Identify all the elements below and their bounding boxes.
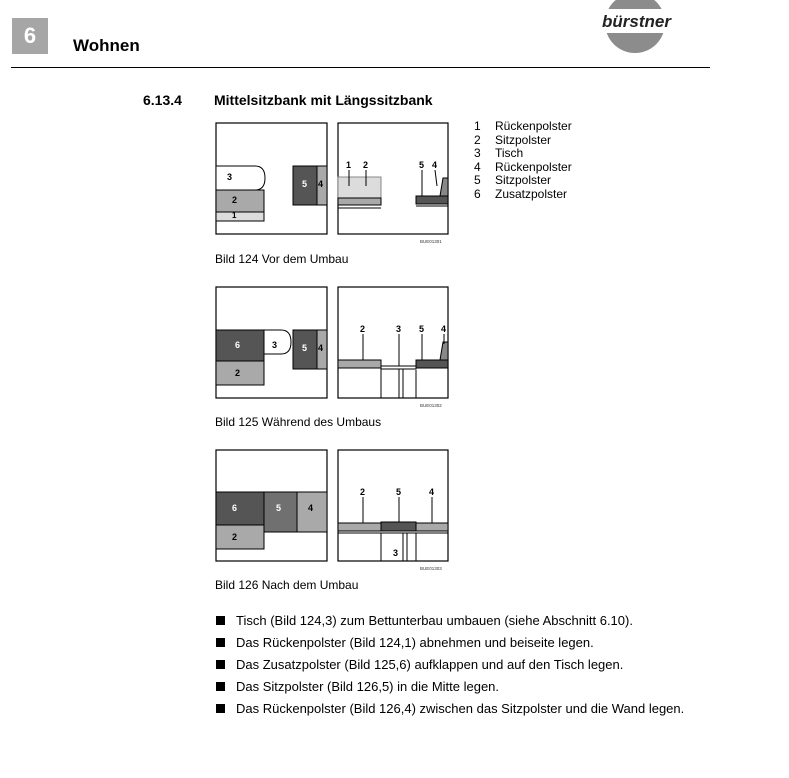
fig125-label-5: 5 bbox=[302, 343, 308, 353]
fig124-side-label-2: 2 bbox=[363, 160, 369, 170]
figure-126 bbox=[215, 449, 451, 577]
fig125-side-label-5: 5 bbox=[419, 324, 425, 334]
header-divider bbox=[11, 67, 710, 68]
fig124-label-5: 5 bbox=[302, 179, 308, 189]
section-number: 6.13.4 bbox=[143, 92, 182, 108]
legend-item bbox=[474, 161, 572, 175]
bullet-icon bbox=[216, 704, 225, 713]
fig126-label-6: 6 bbox=[232, 503, 238, 513]
fig124-side-label-4: 4 bbox=[432, 160, 438, 170]
legend-item bbox=[474, 188, 572, 202]
legend-label: Rückenpolster bbox=[495, 159, 572, 174]
figure-125-code: BUE01302 bbox=[420, 403, 442, 408]
fig126-label-2: 2 bbox=[232, 532, 238, 542]
list-item bbox=[216, 612, 706, 630]
legend-item bbox=[474, 174, 572, 188]
legend-number: 1 bbox=[474, 119, 481, 133]
fig126-side-label-4: 4 bbox=[429, 487, 435, 497]
fig125-side-label-2: 2 bbox=[360, 324, 366, 334]
fig124-label-3: 3 bbox=[227, 172, 233, 182]
figure-126-code: BUE01303 bbox=[420, 566, 442, 571]
bullet-icon bbox=[216, 682, 225, 691]
list-item bbox=[216, 700, 706, 718]
fig126-side-label-5: 5 bbox=[396, 487, 402, 497]
fig124-side-label-1: 1 bbox=[346, 160, 352, 170]
legend-label: Sitzpolster bbox=[495, 173, 552, 187]
legend-number: 3 bbox=[474, 146, 481, 160]
legend-number: 4 bbox=[474, 159, 481, 174]
chapter-number-badge: 6 bbox=[12, 18, 48, 54]
chapter-title: Wohnen bbox=[73, 36, 140, 55]
figure-legend bbox=[474, 120, 572, 201]
fig125-side-label-3: 3 bbox=[396, 324, 402, 334]
list-item bbox=[216, 678, 706, 696]
fig126-label-5: 5 bbox=[276, 503, 282, 513]
bullet-icon bbox=[216, 660, 225, 669]
legend-label: Sitzpolster bbox=[495, 132, 552, 147]
figure-126-caption: Bild 126 Nach dem Umbau bbox=[215, 578, 359, 592]
fig125-label-2: 2 bbox=[235, 368, 241, 378]
list-item bbox=[216, 656, 706, 674]
fig126-label-4: 4 bbox=[308, 503, 314, 513]
fig126-side-label-2: 2 bbox=[360, 487, 366, 497]
fig124-label-4: 4 bbox=[318, 179, 324, 189]
fig124-label-1: 1 bbox=[232, 211, 237, 220]
list-item bbox=[216, 634, 706, 652]
brand-logo bbox=[598, 0, 710, 54]
fig124-label-2: 2 bbox=[232, 195, 238, 205]
instruction-text: Das Rückenpolster (Bild 126,4) zwischen das Sitzpolster und die Wand legen. bbox=[236, 701, 685, 716]
legend-number: 5 bbox=[474, 173, 481, 187]
fig125-side-label-4: 4 bbox=[441, 324, 447, 334]
instruction-text: Das Zusatzpolster (Bild 125,6) aufklappen und auf den Tisch legen. bbox=[236, 657, 624, 672]
fig125-label-4: 4 bbox=[318, 343, 324, 353]
legend-item bbox=[474, 147, 572, 161]
bullet-icon bbox=[216, 616, 225, 625]
fig126-side-label-3: 3 bbox=[393, 548, 399, 558]
legend-label: Tisch bbox=[495, 146, 524, 160]
legend-number: 2 bbox=[474, 132, 481, 147]
section-title: Mittelsitzbank mit Längssitzbank bbox=[214, 92, 433, 108]
legend-item bbox=[474, 134, 572, 148]
legend-label: Rückenpolster bbox=[495, 119, 572, 133]
instruction-text: Das Rückenpolster (Bild 124,1) abnehmen und beiseite legen. bbox=[236, 635, 594, 650]
figure-124-caption: Bild 124 Vor dem Umbau bbox=[215, 252, 349, 266]
fig125-label-3: 3 bbox=[272, 340, 278, 350]
figure-125 bbox=[215, 286, 451, 414]
instruction-list bbox=[216, 612, 706, 722]
fig124-side-label-5: 5 bbox=[419, 160, 425, 170]
bullet-icon bbox=[216, 638, 225, 647]
legend-number: 6 bbox=[474, 186, 481, 201]
instruction-text: Tisch (Bild 124,3) zum Bettunterbau umbauen (siehe Abschnitt 6.10). bbox=[236, 613, 633, 628]
figure-124 bbox=[215, 122, 451, 250]
legend-item bbox=[474, 120, 572, 134]
fig125-label-6: 6 bbox=[235, 340, 241, 350]
instruction-text: Das Sitzpolster (Bild 126,5) in die Mitte legen. bbox=[236, 679, 500, 694]
figure-124-code: BUE01301 bbox=[420, 239, 442, 244]
figure-125-caption: Bild 125 Während des Umbaus bbox=[215, 415, 382, 429]
brand-logo-text: bürstner bbox=[602, 12, 671, 31]
legend-label: Zusatzpolster bbox=[495, 186, 568, 201]
